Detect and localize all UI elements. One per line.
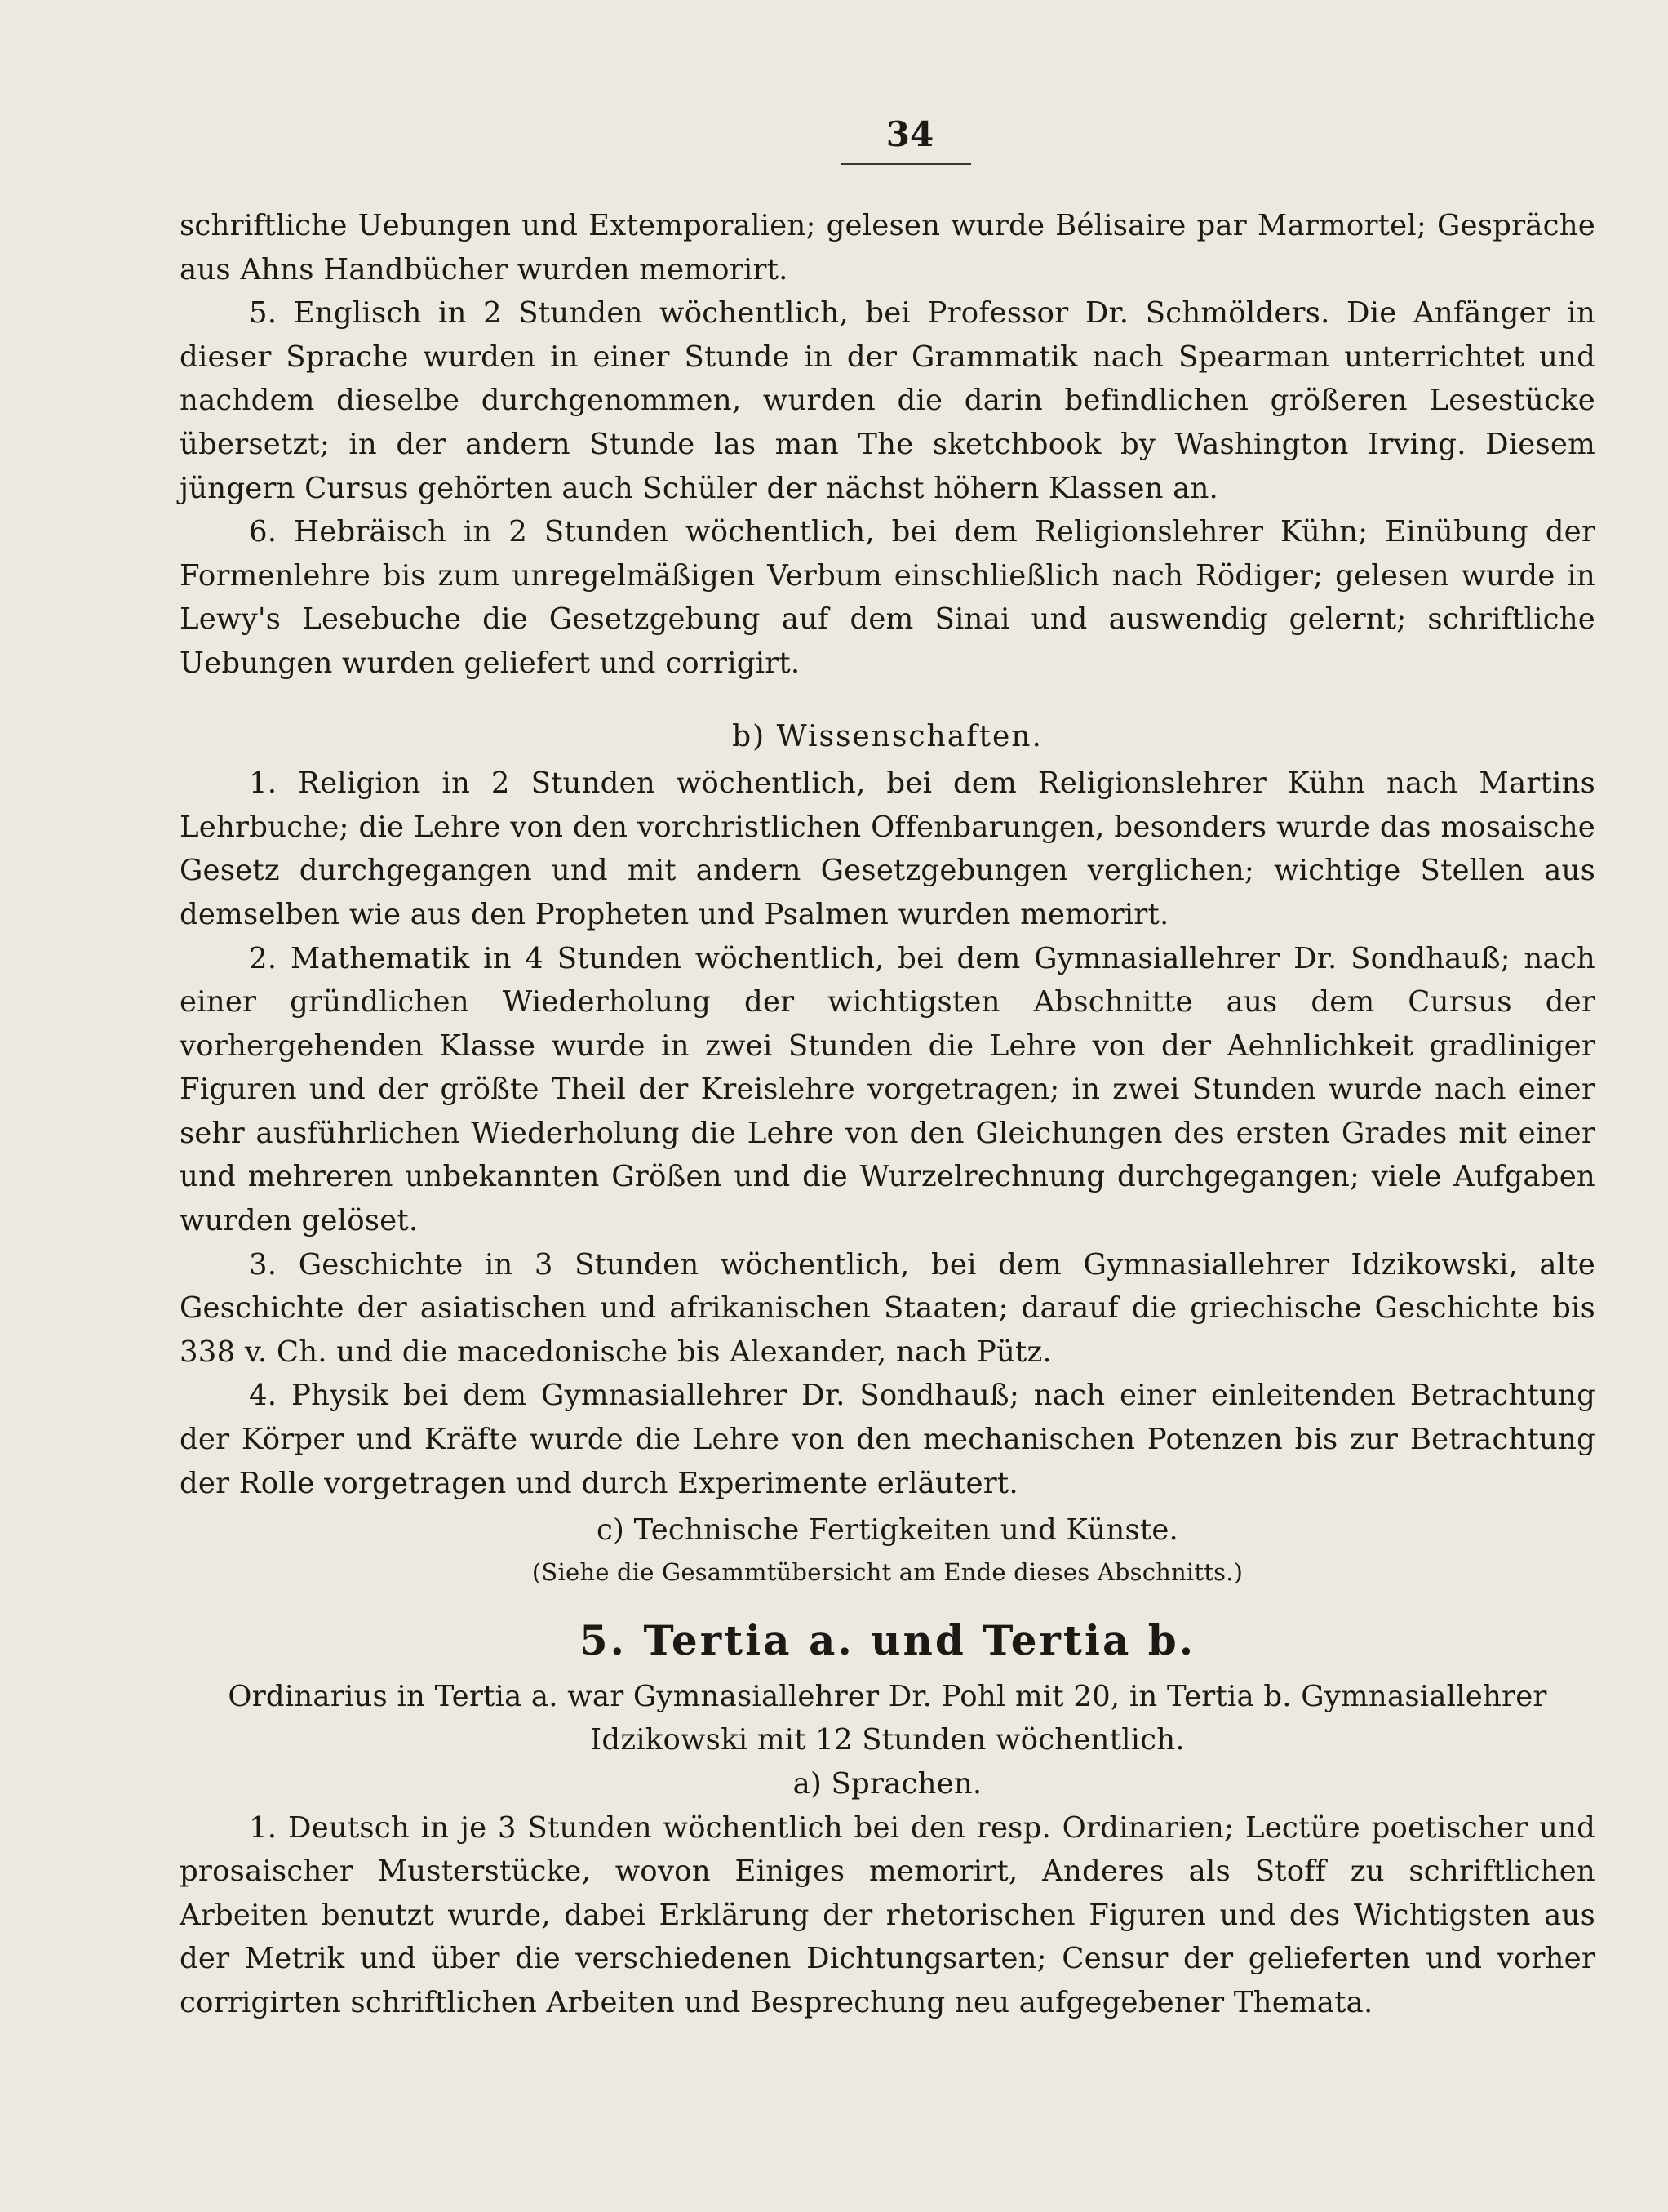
paragraph-deutsch: 1. Deutsch in je 3 Stunden wöchentlich bei den resp. Ordinarien; Lectüre poetischer und prosaischer Musterstücke, wovon Einiges memorirt, Anderes als Stoff zu schriftlichen Arbeiten benutzt wurde, dabei Erklärung der rhetorischen Figuren und des Wichtigsten aus der Metrik und über die verschiedenen Dichtungsarten; Censur der gelieferten und vorher corrigirten schriftlichen Arbeiten und Besprechung neu aufgegebener Themata. [180, 1810, 1595, 2019]
paragraph-hebraeisch: 6. Hebräisch in 2 Stunden wöchentlich, bei dem Religionslehrer Kühn; Einübung der Formenlehre bis zum unregelmäßigen Verbum einschließlich nach Rödiger; gelesen wurde in Lewy's Lesebuche die Gesetzgebung auf dem Sinai und auswendig gelernt; schriftliche Uebungen wurden geliefert und corrigirt. [180, 515, 1595, 680]
paragraph-physik: 4. Physik bei dem Gymnasiallehrer Dr. Sondhauß; nach einer einleitenden Betrachtung der Körper und Kräfte wurde die Lehre von den mechanischen Potenzen bis zur Betrachtung der Rolle vorgetragen und durch Experimente erläutert. [180, 1379, 1595, 1500]
heading-sprachen: a) Sprachen. [792, 1767, 983, 1801]
paragraph-englisch: 5. Englisch in 2 Stunden wöchentlich, bei Professor Dr. Schmölders. Die Anfänger in dieser Sprache wurden in einer Stunde in der Grammatik nach Spearman unterrichtet und nachdem dieselbe durchgenommen, wurden die darin befindlichen größeren Lesestücke übersetzt; in der andern Stunde las man The sketchbook by Washington Irving. Diesem jüngern Cursus gehörten auch Schüler der nächst höhern Klassen an. [180, 296, 1595, 505]
heading-wissenschaften: b) Wissenschaften. [732, 719, 1043, 753]
section-intro-ordinarius: Ordinarius in Tertia a. war Gymnasiallehrer Dr. Pohl mit 20, in Tertia b. Gymnasiallehrer Idzikowski mit 12 Stunden wöchentlich. [228, 1679, 1547, 1757]
page-number-rule [841, 163, 971, 165]
paragraph-mathematik: 2. Mathematik in 4 Stunden wöchentlich, bei dem Gymnasiallehrer Dr. Sondhauß; nach einer gründlichen Wiederholung der wichtigsten Abschnitte aus dem Cursus der vorhergehenden Klasse wurde in zwei Stunden die Lehre von der Aehnlichkeit gradliniger Figuren und der größte Theil der Kreislehre vorgetragen; in zwei Stunden wurde nach einer sehr ausführlichen Wiederholung die Lehre von den Gleichungen des ersten Grades mit einer und mehreren unbekannten Größen und die Wurzelrechnung durchgegangen; viele Aufgaben wurden gelöset. [180, 941, 1595, 1238]
body-text [180, 204, 1595, 2025]
heading-technische-fertigkeiten: c) Technische Fertigkeiten und Künste. [596, 1513, 1179, 1548]
paragraph-religion: 1. Religion in 2 Stunden wöchentlich, bei dem Religionslehrer Kühn nach Martins Lehrbuche; die Lehre von den vorchristlichen Offenbarungen, besonders wurde das mosaische Gesetz durchgegangen und mit andern Gesetzgebungen verglichen; wichtige Stellen aus demselben wie aus den Propheten und Psalmen wurden memorirt. [180, 766, 1595, 931]
section-title-tertia: 5. Tertia a. und Tertia b. [579, 1615, 1196, 1664]
paragraph-geschichte: 3. Geschichte in 3 Stunden wöchentlich, bei dem Gymnasiallehrer Idzikowski, alte Geschichte der asiatischen und afrikanischen Staaten; darauf die griechische Geschichte bis 338 v. Ch. und die macedonische bis Alexander, nach Pütz. [180, 1247, 1595, 1369]
note-gesammtuebersicht: (Siehe die Gesammtübersicht am Ende dieses Abschnitts.) [531, 1557, 1244, 1586]
page-number: 34 [885, 114, 934, 154]
paragraph: schriftliche Uebungen und Extemporalien; gelesen wurde Bélisaire par Marmortel; Gespräche aus Ahns Handbücher wurden memorirt. [180, 209, 1595, 286]
